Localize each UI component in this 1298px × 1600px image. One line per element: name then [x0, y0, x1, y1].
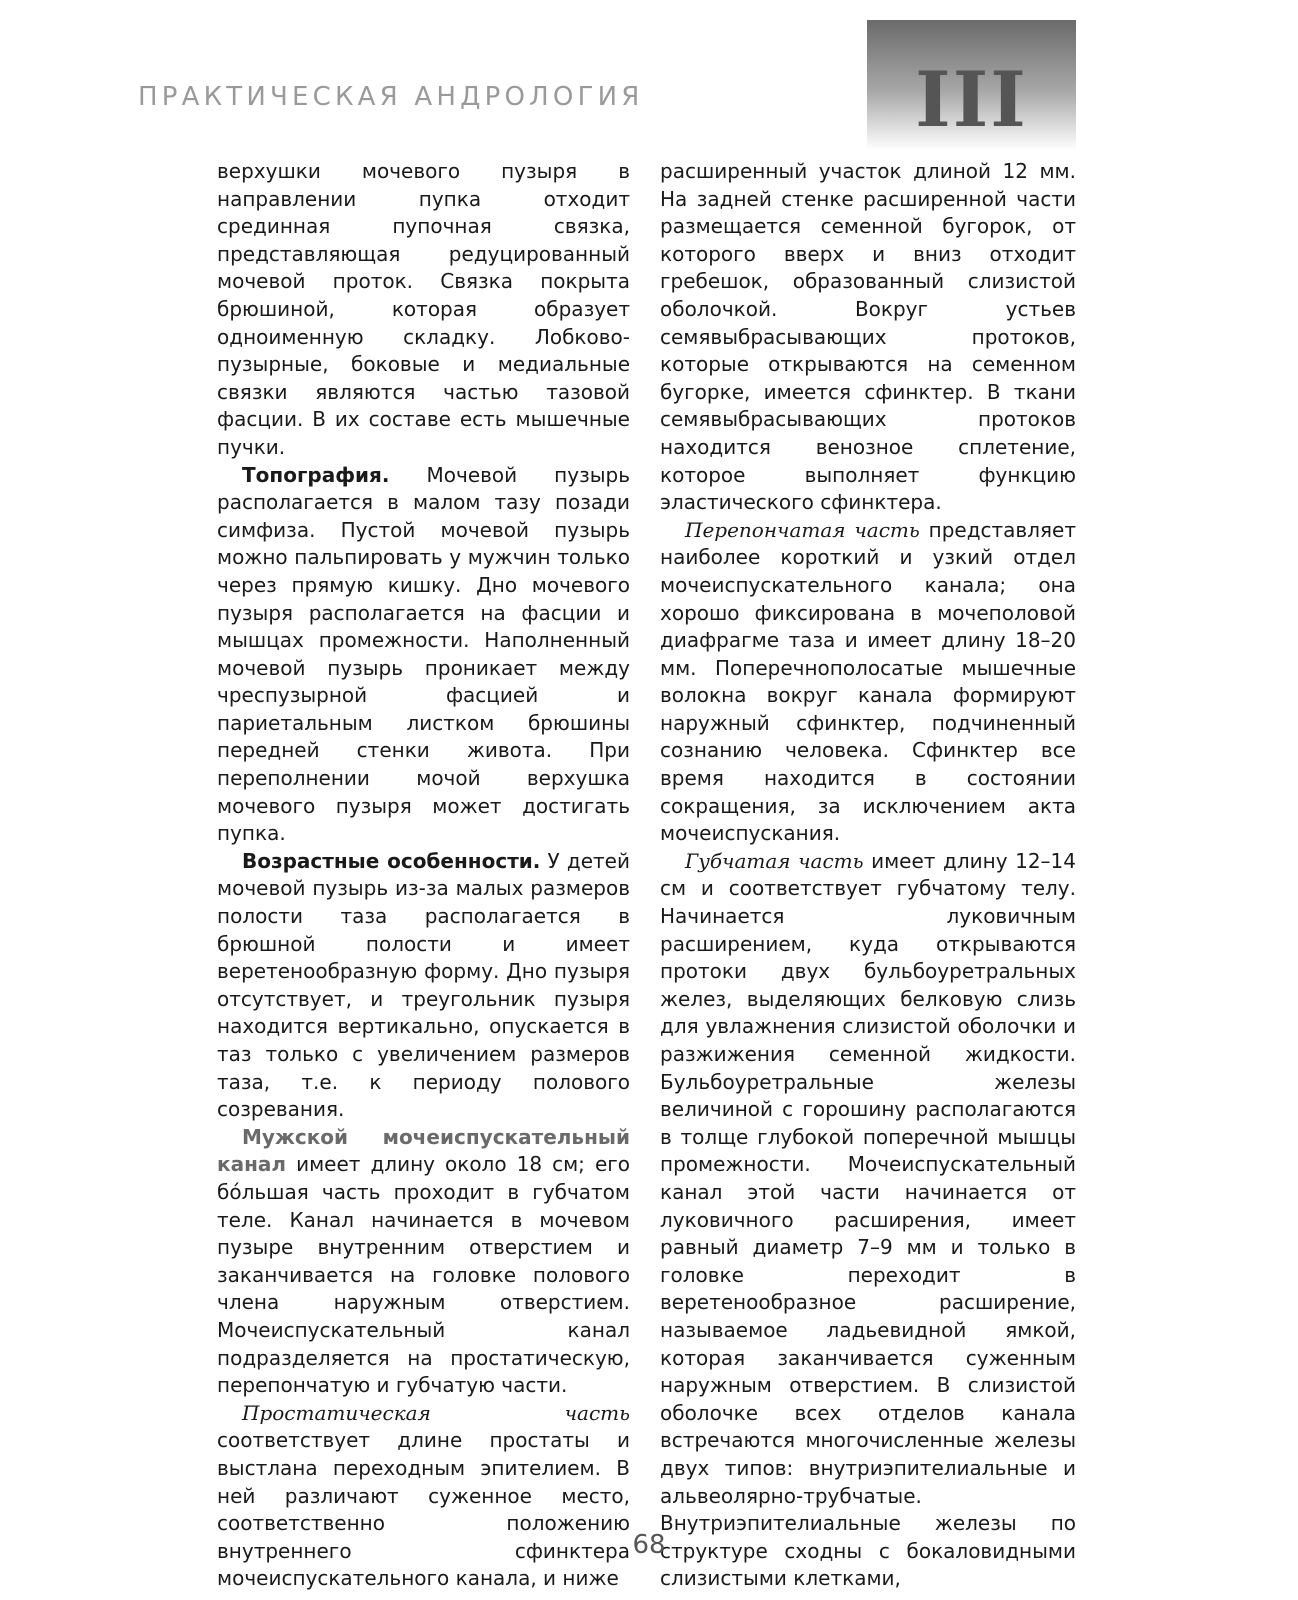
paragraph-male-urethra-text: имеет длину около 18 см; его бóльшая часть проходит в губчатом теле. Канал начинается в мочевом пузыре внутренним отверстием и заканчивается на головке полового члена наружным отверстием. Мочеиспускательный канал подразделяется на простатическую, перепончатую и губчатую части.	[217, 1152, 630, 1398]
paragraph-bladder-ligaments: верхушки мочевого пузыря в направлении пупка отходит срединная пупочная связка, представляющая редуцированный мочевой проток. Связка покрыта брюшиной, которая образует одноименную складку. Лобково-пузырные, боковые и медиальные связки являются частью тазовой фасции. В их составе есть мышечные пучки.	[217, 159, 630, 459]
right-text-column	[660, 158, 1076, 1593]
paragraph-age-features	[217, 848, 630, 1124]
paragraph-seminal-colliculus: расширенный участок длиной 12 мм. На задней стенке расширенной части размещается семенной бугорок, от которого вверх и вниз отходит гребешок, образованный слизистой оболочкой. Вокруг устьев семявыбрасывающих протоков, которые открываются на семенном бугорке, имеется сфинктер. В ткани семявыбрасывающих протоков находится венозное сплетение, которое выполняет функцию эластического сфинктера.	[660, 159, 1076, 515]
term-membranous-part: Перепончатая часть	[685, 517, 920, 542]
paragraph-spongy-part-text: имеет длину 12–14 см и соответствует губчатому телу. Начинается луковичным расширением, куда открываются протоки двух бульбоуретральных желез, выделяющих белковую слизь для увлажнения слизистой оболочки и разжижения семенной жидкости. Бульбоуретральные железы величиной с горошину располагаются в толще глубокой поперечной мышцы промежности. Мочеиспускательный канал этой части начинается от луковичного расширения, имеет равный диаметр 7–9 мм и только в головке переходит в веретенообразное расширение, называемое ладьевидной ямкой, которая заканчивается суженным наружным отверстием. В слизистой оболочке всех отделов канала встречаются многочисленные железы двух типов: внутриэпителиальные и альвеолярно-трубчатые. Внутриэпителиальные железы по структуре сходны с бокаловидными слизистыми клетками,	[660, 848, 1076, 1591]
heading-male-urethra: Мужской мочеиспускательный канал	[217, 1124, 630, 1177]
page-number: 68	[632, 1530, 666, 1560]
paragraph-age-features-text: У детей мочевой пузырь из-за малых размеров полости таза располагается в брюшной полости и имеет веретенообразную форму. Дно пузыря отсутствует, и треугольник пузыря находится вертикально, опускается в таз только с увеличением размеров таза, т.е. к периоду полового созревания.	[217, 848, 630, 1122]
paragraph-spongy-part	[660, 848, 1076, 1593]
paragraph-membranous-part	[660, 517, 1076, 848]
paragraph-male-urethra	[217, 1124, 630, 1400]
heading-topography: Топография.	[242, 462, 390, 487]
paragraph-membranous-part-text: представляет наиболее короткий и узкий отдел мочеиспускательного канала; она хорошо фиксирована в мочеполовой диафрагме таза и имеет длину 18–20 мм. Поперечнополосатые мышечные волокна вокруг канала формируют наружный сфинктер, подчиненный сознанию человека. Сфинктер все время находится в состоянии сокращения, за исключением акта мочеиспускания.	[660, 517, 1076, 846]
chapter-number: III	[915, 55, 1028, 144]
heading-age-features: Возрастные особенности.	[242, 848, 541, 873]
paragraph-prostatic-part	[217, 1400, 630, 1593]
paragraph-topography	[217, 462, 630, 848]
term-prostatic-part: Простатическая часть	[242, 1400, 630, 1425]
paragraph-topography-text: Мочевой пузырь располагается в малом тазу позади симфиза. Пустой мочевой пузырь можно пальпировать у мужчин только через прямую кишку. Дно мочевого пузыря располагается на фасции и мышцах промежности. Наполненный мочевой пузырь проникает между чреспузырной фасцией и париетальным листком брюшины передней стенки живота. При переполнении мочой верхушка мочевого пузыря может достигать пупка.	[217, 462, 630, 846]
chapter-badge	[867, 20, 1076, 150]
left-text-column	[217, 158, 630, 1593]
paragraph-prostatic-part-text: соответствует длине простаты и выстлана переходным эпителием. В ней различают суженное место, соответственно положению внутреннего сфинктера мочеиспускательного канала, и ниже	[217, 1428, 630, 1591]
running-header-title: ПРАКТИЧЕСКАЯ АНДРОЛОГИЯ	[138, 82, 644, 112]
term-spongy-part: Губчатая часть	[685, 848, 864, 873]
